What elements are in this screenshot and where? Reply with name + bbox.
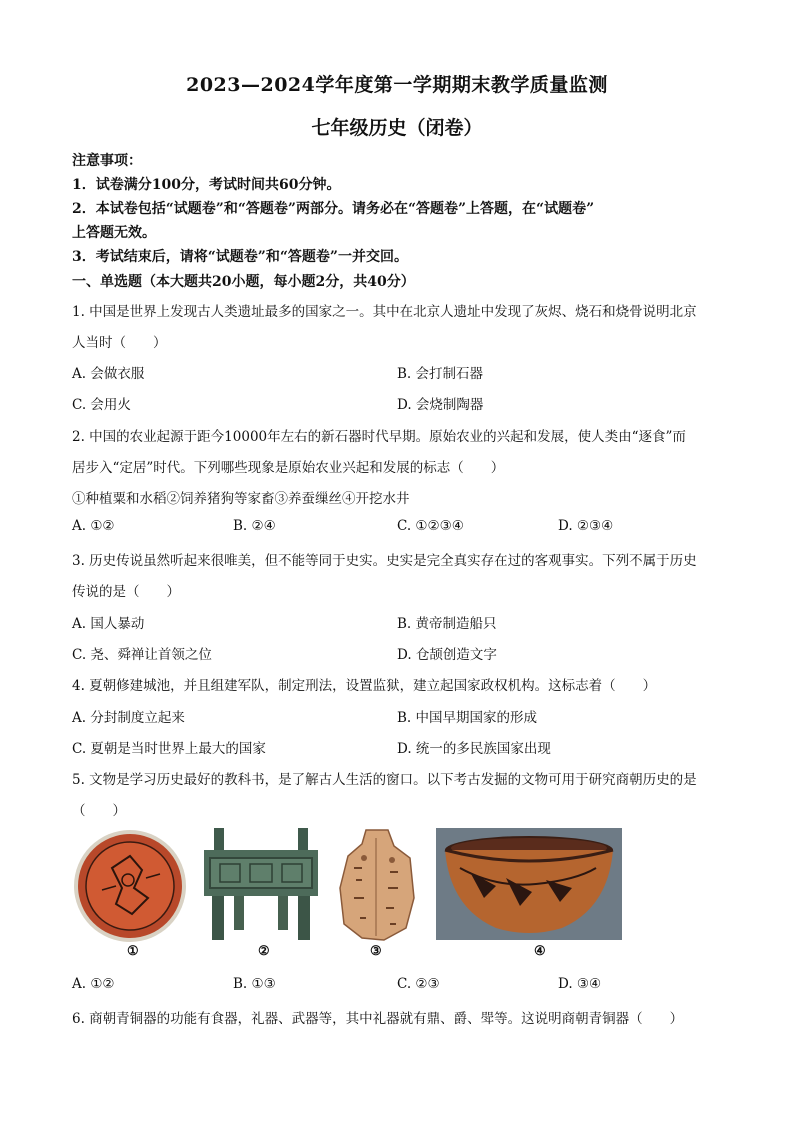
note-item-2: 2．本试卷包括“试题卷”和“答题卷”两部分。请务必在“答题卷”上答题，在“试题卷” (72, 201, 595, 217)
question-1-option-a: A. 会做衣服 (72, 366, 145, 382)
question-2-option-c: C. ①②③④ (397, 518, 464, 534)
question-2-option-d: D. ②③④ (558, 518, 614, 534)
question-5-option-b: B. ①③ (233, 976, 276, 992)
question-4-option-d: D. 统一的多民族国家出现 (397, 741, 551, 757)
image-label-3: ③ (370, 944, 382, 959)
question-1-text-cont: 人当时（ ） (72, 335, 167, 351)
note-item-3: 3．考试结束后，请将“试题卷”和“答题卷”一并交回。 (72, 249, 408, 265)
artifact-image-2-bronze-ding (200, 828, 322, 946)
question-2-text: 2. 中国的农业起源于距今10000年左右的新石器时代早期。原始农业的兴起和发展，使人类由“逐食”而 (72, 429, 686, 445)
question-6-text: 6. 商朝青铜器的功能有食器，礼器、武器等，其中礼器就有鼎、爵、斝等。这说明商朝青铜器（ ） (72, 1011, 684, 1027)
question-2-items: ①种植粟和水稻②饲养猪狗等家畜③养蚕缫丝④开挖水井 (72, 491, 410, 507)
question-1-option-d: D. 会烧制陶器 (397, 397, 484, 413)
question-2-text-cont: 居步入“定居”时代。下列哪些现象是原始农业兴起和发展的标志（ ） (72, 460, 505, 476)
question-1-option-c: C. 会用火 (72, 397, 131, 413)
question-2-option-b: B. ②④ (233, 518, 276, 534)
question-3-option-b: B. 黄帝制造船只 (397, 616, 497, 632)
question-3-option-d: D. 仓颉创造文字 (397, 647, 497, 663)
note-item-2-cont: 上答题无效。 (72, 225, 156, 241)
image-label-2: ② (258, 944, 270, 959)
question-5-option-c: C. ②③ (397, 976, 440, 992)
exam-title: 2023—2024学年度第一学期期末教学质量监测 (186, 74, 608, 96)
image-label-4: ④ (534, 944, 546, 959)
artifact-image-1-painted-pottery-basin (72, 828, 188, 948)
question-2-option-a: A. ①② (72, 518, 115, 534)
artifact-image-3-oracle-bone (336, 828, 418, 946)
section-heading: 一、单选题（本大题共20小题，每小题2分，共40分） (72, 274, 415, 290)
question-4-option-c: C. 夏朝是当时世界上最大的国家 (72, 741, 266, 757)
question-1-option-b: B. 会打制石器 (397, 366, 484, 382)
question-3-option-c: C. 尧、舜禅让首领之位 (72, 647, 212, 663)
question-5-option-a: A. ①② (72, 976, 115, 992)
question-4-option-b: B. 中国早期国家的形成 (397, 710, 538, 726)
notes-heading: 注意事项： (72, 153, 142, 169)
question-3-option-a: A. 国人暴动 (72, 616, 145, 632)
image-label-1: ① (127, 944, 139, 959)
question-4-option-a: A. 分封制度立起来 (72, 710, 185, 726)
question-5-option-d: D. ③④ (558, 976, 602, 992)
question-3-text-cont: 传说的是（ ） (72, 584, 180, 600)
note-item-1: 1．试卷满分100分，考试时间共60分钟。 (72, 177, 341, 193)
question-5-text: 5. 文物是学习历史最好的教科书，是了解古人生活的窗口。以下考古发掘的文物可用于研究商朝历史的是 (72, 772, 697, 788)
question-5-text-cont: （ ） (72, 803, 126, 819)
question-4-text: 4. 夏朝修建城池，并且组建军队，制定刑法，设置监狱，建立起国家政权机构。这标志着（ ） (72, 678, 657, 694)
exam-subtitle: 七年级历史（闭卷） (311, 117, 483, 139)
artifact-image-4-painted-pottery-bowl (436, 828, 622, 944)
question-1-text: 1. 中国是世界上发现古人类遗址最多的国家之一。其中在北京人遗址中发现了灰烬、烧石和烧骨说明北京 (72, 304, 697, 320)
question-3-text: 3. 历史传说虽然听起来很唯美，但不能等同于史实。史实是完全真实存在过的客观事实。下列不属于历史 (72, 553, 697, 569)
